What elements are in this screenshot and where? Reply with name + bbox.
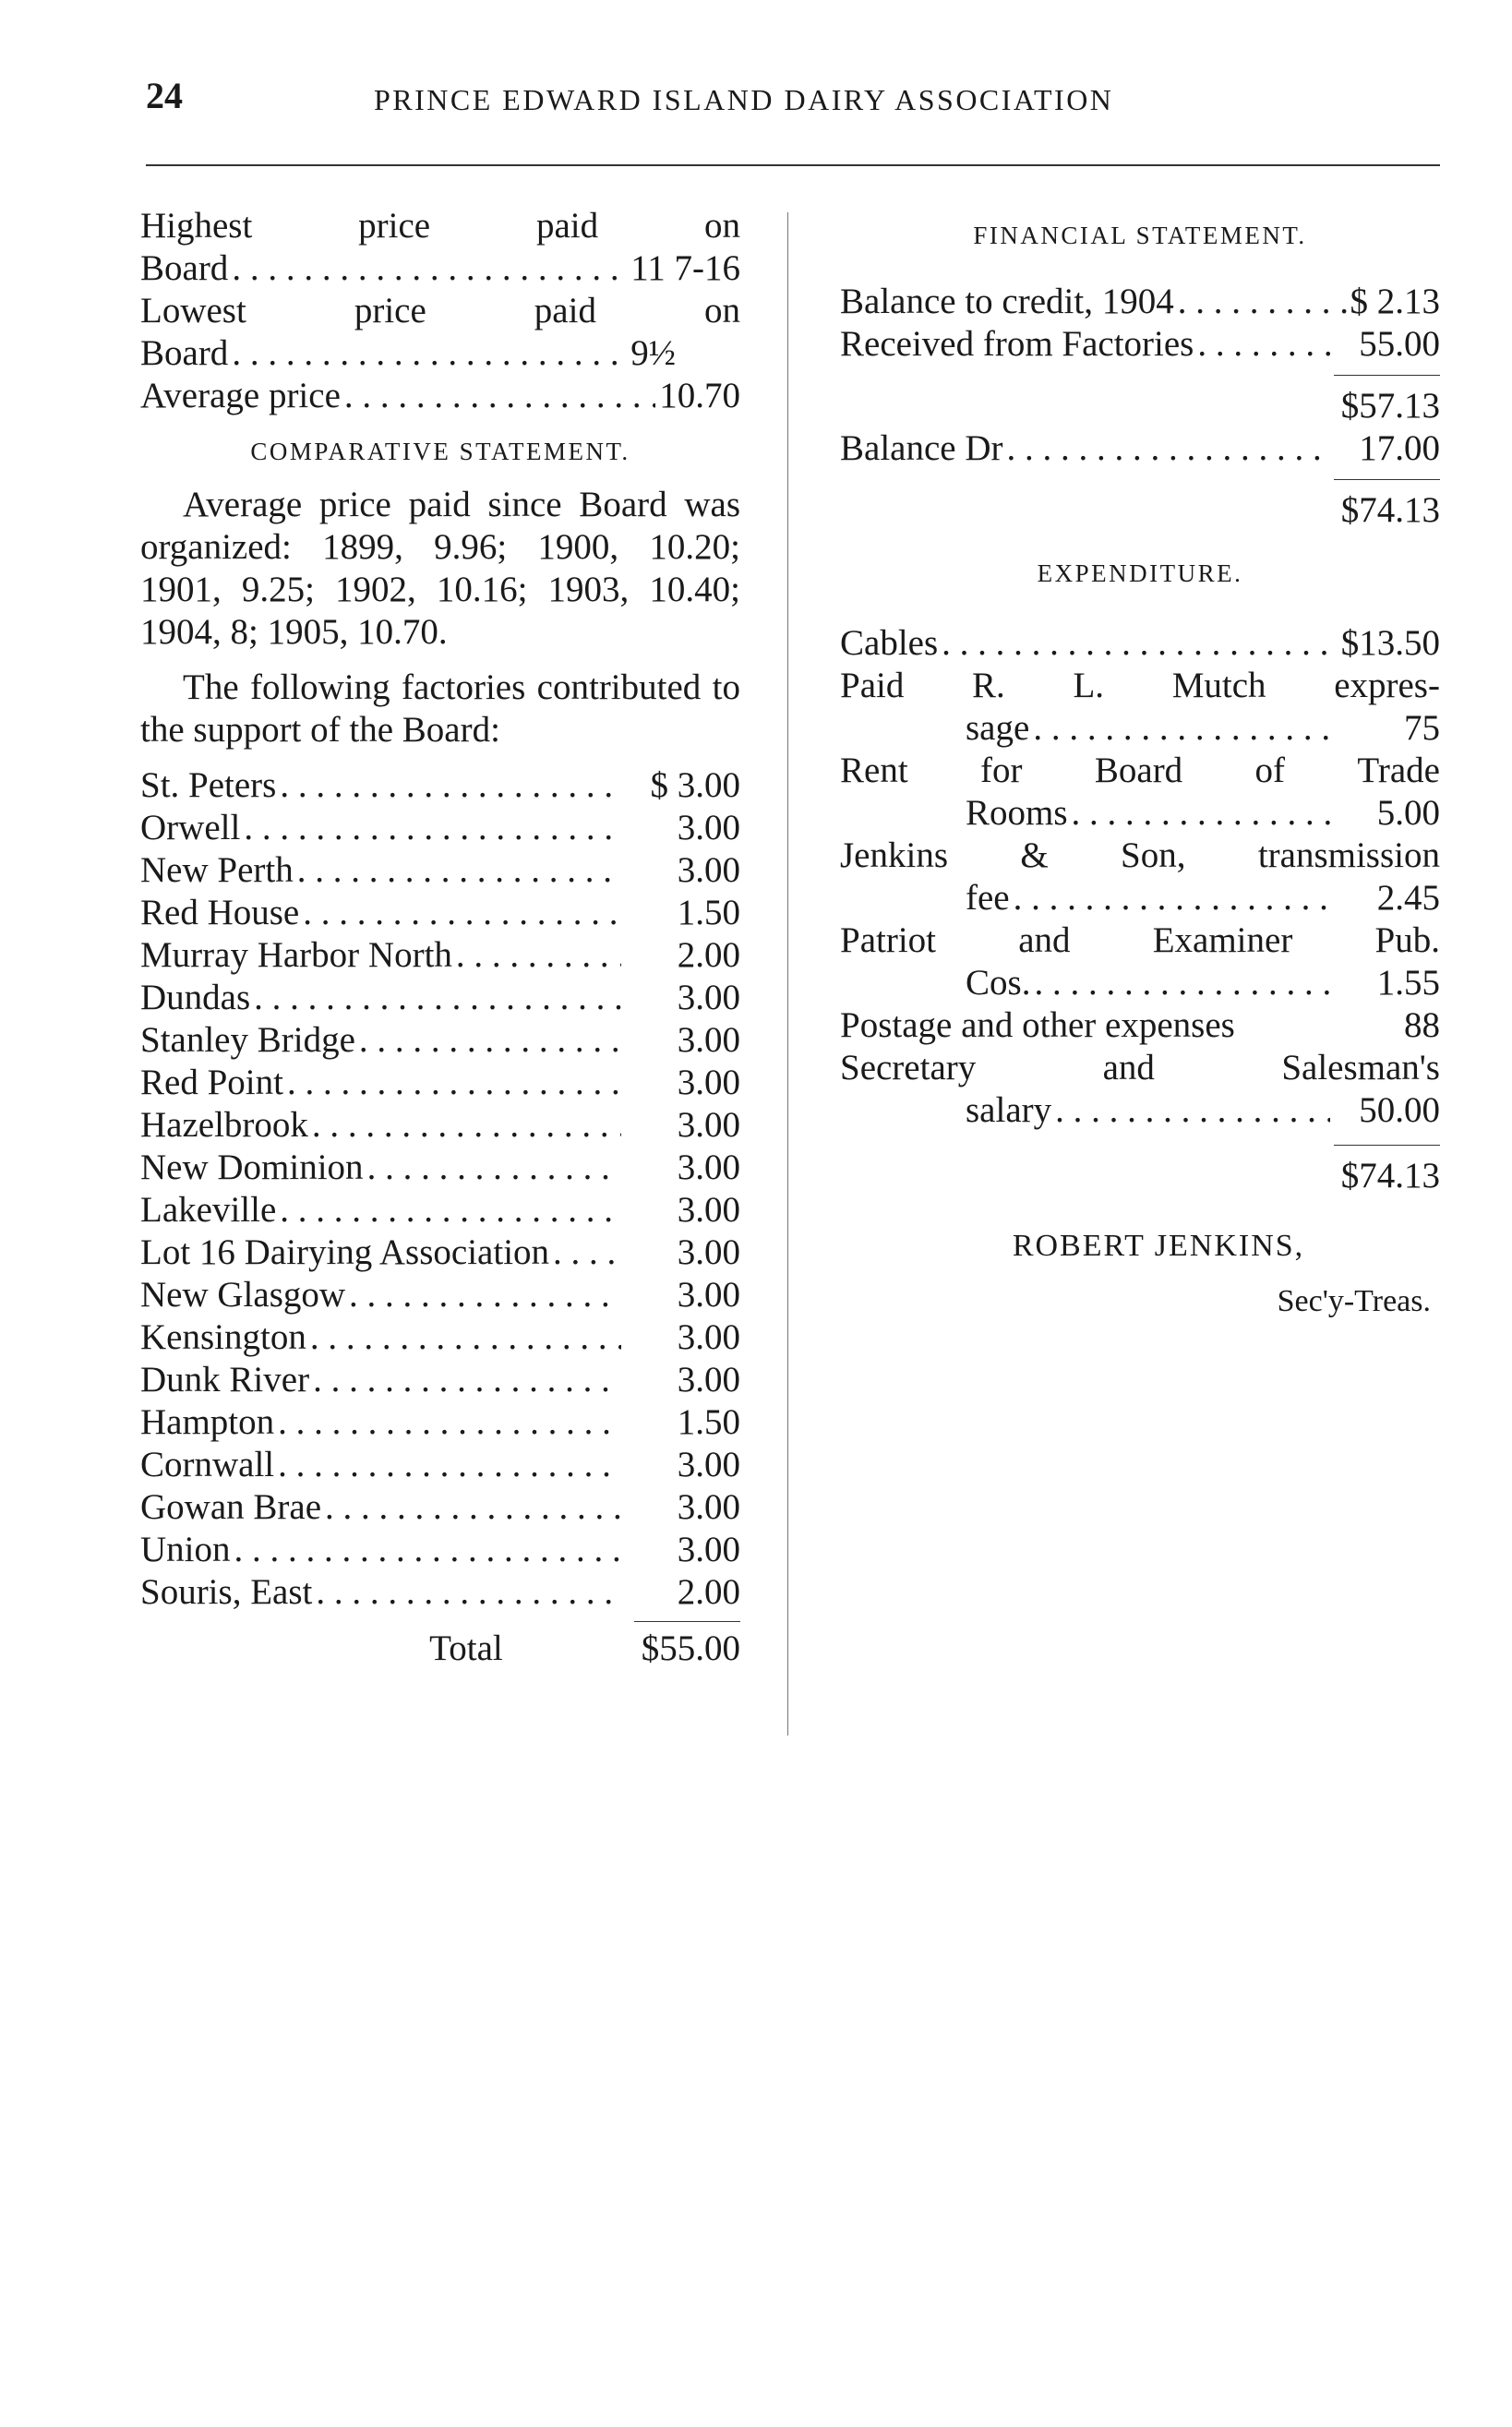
price-label: Board [140,248,229,288]
expenditure-label: salary [966,1090,1052,1130]
leader-dots [310,1316,621,1359]
word: Examiner [1152,920,1293,960]
price-label: Average price [140,376,341,415]
highest-price-row [140,247,740,290]
expenditure-label: Rooms [966,793,1068,833]
leader-dots [316,1571,621,1614]
expenditure-amount: $13.50 [1340,623,1440,663]
factory-amount: 3.00 [677,1063,740,1102]
factory-amount: 3.00 [677,1232,740,1272]
word: Highest [140,206,253,246]
expenditure-line [840,750,1440,792]
leader-dots [1197,323,1330,366]
word: & [1020,835,1049,875]
leader-dots [254,977,621,1019]
leader-dots [232,247,627,290]
average-price-row [140,375,740,417]
factory-row [140,1529,740,1571]
sum-rule [1334,1145,1440,1146]
balance-label: Balance Dr [840,428,1003,468]
right-column [840,205,1440,1323]
factory-amount: 3.00 [677,1147,740,1187]
leader-dots [359,1019,621,1062]
leader-dots [278,1444,621,1486]
factory-name: St. Peters [140,765,277,805]
leader-dots [287,1062,621,1104]
factory-name: New Dominion [140,1147,364,1187]
expenditure-line [840,919,1440,962]
leader-dots [325,1486,621,1529]
factory-row [140,764,740,807]
factory-name: Red House [140,893,300,932]
balance-amount: 17.00 [1359,428,1440,468]
factory-row [140,1189,740,1232]
word: on [703,206,740,246]
receipts-total: $74.13 [1340,490,1440,530]
running-title: PRINCE EDWARD ISLAND DAIRY ASSOCIATION [374,83,1114,116]
expenditure-line [840,665,1440,707]
word: Jenkins [840,835,948,875]
lowest-price-row [140,332,740,375]
word: Secretary [840,1048,977,1087]
leader-dots [456,934,621,977]
leader-dots [1014,877,1330,919]
word: Lowest [140,291,246,330]
expenditure-row [840,1004,1440,1047]
word: paid [534,291,596,330]
word: paid [535,206,599,246]
leader-dots [1072,792,1330,835]
factory-amount: 3.00 [677,1020,740,1060]
expenditure-amount: 1.55 [1376,963,1440,1003]
expenditure-amount: 88 [1404,1005,1440,1045]
factory-row [140,1104,740,1147]
sum-rule [1334,375,1440,376]
factory-amount: $ 3.00 [650,765,740,805]
word: of [1254,751,1286,790]
leader-dots [367,1147,621,1189]
leader-dots [1034,962,1330,1004]
left-column [140,205,740,1670]
word: R. [972,666,1005,705]
sum-rule [634,1621,740,1622]
leader-dots [349,1274,621,1316]
expenditure-label: sage [966,708,1030,748]
factory-amount: 3.00 [677,850,740,890]
word: on [703,291,740,330]
expenditure-row [840,1089,1440,1132]
factory-row [140,1232,740,1274]
receipt-row [840,323,1440,366]
word: Son, [1121,835,1186,875]
signatory-title: Sec'y-Treas. [1277,1284,1431,1318]
factory-row [140,1571,740,1614]
word: and [1018,920,1071,960]
word: Rent [840,751,908,790]
factory-name: Gowan Brae [140,1487,322,1527]
factory-amount: 2.00 [677,935,740,975]
factory-name: Hazelbrook [140,1105,308,1145]
leader-dots [234,1529,622,1571]
leader-dots [244,807,621,849]
word: Patriot [840,920,936,960]
factory-row [140,1062,740,1104]
factory-row [140,977,740,1019]
factory-row [140,1147,740,1189]
leader-dots [1033,707,1330,750]
expenditure-total: $74.13 [1340,1156,1440,1195]
factory-row [140,849,740,892]
factory-amount: 3.00 [677,1190,740,1230]
expenditure-amount: 5.00 [1376,793,1440,833]
leader-dots [942,622,1338,665]
leader-dots [297,849,621,892]
expenditure-label: Cables [840,623,939,663]
factory-name: Red Point [140,1063,283,1102]
page-number: 24 [146,75,183,116]
comparative-heading: COMPARATIVE STATEMENT. [250,438,630,465]
factory-row [140,1401,740,1444]
leader-dots [344,375,655,417]
word: transmission [1257,835,1440,875]
factory-row [140,892,740,934]
leader-dots [1055,1089,1330,1132]
expenditure-row [840,962,1440,1004]
highest-price-line1 [140,205,740,247]
word: Paid [840,666,905,705]
expenditure-row [840,792,1440,835]
receipt-label: Balance to credit, 1904 [840,282,1174,321]
factory-row [140,1019,740,1062]
factory-name: New Perth [140,850,294,890]
factory-row [140,1486,740,1529]
factory-amount: 3.00 [677,1487,740,1527]
receipt-amount: $ 2.13 [1350,282,1440,321]
factory-amount: 3.00 [677,1317,740,1357]
leader-dots [1178,281,1347,323]
expenditure-amount: 2.45 [1376,878,1440,918]
factory-name: Kensington [140,1317,306,1357]
word: price [358,206,431,246]
factory-name: Dunk River [140,1360,310,1400]
factory-row [140,1316,740,1359]
expenditure-amount: 75 [1404,708,1440,748]
expenditure-amount: 50.00 [1359,1090,1440,1130]
total-value: $55.00 [641,1628,740,1668]
sum-rule [1334,479,1440,480]
factory-name: Orwell [140,808,241,847]
factory-name: Hampton [140,1402,275,1442]
factory-amount: 1.50 [677,893,740,932]
factory-amount: 3.00 [677,1105,740,1145]
average-price-value: 10.70 [659,376,740,415]
factory-name: New Glasgow [140,1275,346,1315]
factory-amount: 2.00 [677,1572,740,1612]
word: Pub. [1374,920,1440,960]
comparative-paragraph: Average price paid since Board was organized: 1899, 9.96; 1900, 10.20; 1901, 9.25; 1902, 10.16; 1903, 10.40; 1904, 8; 1905, 10.70. [140,485,740,652]
factory-name: Cornwall [140,1445,275,1484]
word: Trade [1357,751,1440,790]
leader-dots [280,764,621,807]
word: Mutch [1171,666,1266,705]
factory-row [140,934,740,977]
factory-amount: 1.50 [677,1402,740,1442]
expenditure-row [840,622,1440,665]
expenditure-row [840,707,1440,750]
factory-name: Murray Harbor North [140,935,452,975]
factory-row [140,1359,740,1401]
expenditure-label: fee [966,878,1010,918]
expenditure-heading: EXPENDITURE. [1037,559,1243,587]
factory-amount: 3.00 [677,1530,740,1569]
factory-amount: 3.00 [677,1445,740,1484]
expenditure-line [840,1047,1440,1089]
expenditure-row [840,877,1440,919]
leader-dots [280,1189,621,1232]
word: and [1102,1048,1155,1087]
leader-dots [313,1359,621,1401]
receipts-subtotal: $57.13 [1340,386,1440,426]
factory-row [140,1274,740,1316]
expenditure-line [840,835,1440,877]
word: Salesman's [1281,1048,1440,1087]
factory-amount: 3.00 [677,1275,740,1315]
lowest-price-value: 9½ [630,333,676,373]
factory-name: Lakeville [140,1190,277,1230]
factory-row [140,1444,740,1486]
leader-dots [312,1104,621,1147]
factory-name: Union [140,1530,231,1569]
factory-list [140,764,740,1614]
word: for [980,751,1023,790]
factory-row [140,807,740,849]
factory-name: Lot 16 Dairying Association [140,1232,550,1272]
word: price [354,291,426,330]
factory-amount: 3.00 [677,808,740,847]
leader-dots [303,892,621,934]
word: L. [1073,666,1105,705]
price-label: Board [140,333,229,373]
signatory-name: ROBERT JENKINS, [1012,1229,1305,1263]
leader-dots [278,1401,621,1444]
factory-name: Dundas [140,978,251,1017]
receipt-amount: 55.00 [1359,324,1440,364]
word: Board [1094,751,1183,790]
financial-heading: FINANCIAL STATEMENT. [973,222,1307,249]
total-label: Total [429,1628,503,1668]
factory-amount: 3.00 [677,1360,740,1400]
column-divider [787,212,788,1736]
leader-dots [232,332,627,375]
receipt-row [840,281,1440,323]
expenditure-label: Cos. [966,963,1031,1003]
leader-dots [553,1232,621,1274]
factory-amount: 3.00 [677,978,740,1017]
leader-dots [1007,427,1331,470]
factory-name: Souris, East [140,1572,313,1612]
factories-intro: The following factories contributed to the support of the Board: [140,667,740,750]
receipt-label: Received from Factories [840,324,1194,364]
total-row [140,1628,740,1670]
balance-dr-row [840,427,1440,470]
highest-price-value: 11 7-16 [630,248,740,288]
lowest-price-line1 [140,290,740,332]
factory-name: Stanley Bridge [140,1020,355,1060]
header-rule [146,164,1440,166]
word: expres- [1334,666,1440,705]
expenditure-label: Postage and other expenses [840,1005,1235,1045]
